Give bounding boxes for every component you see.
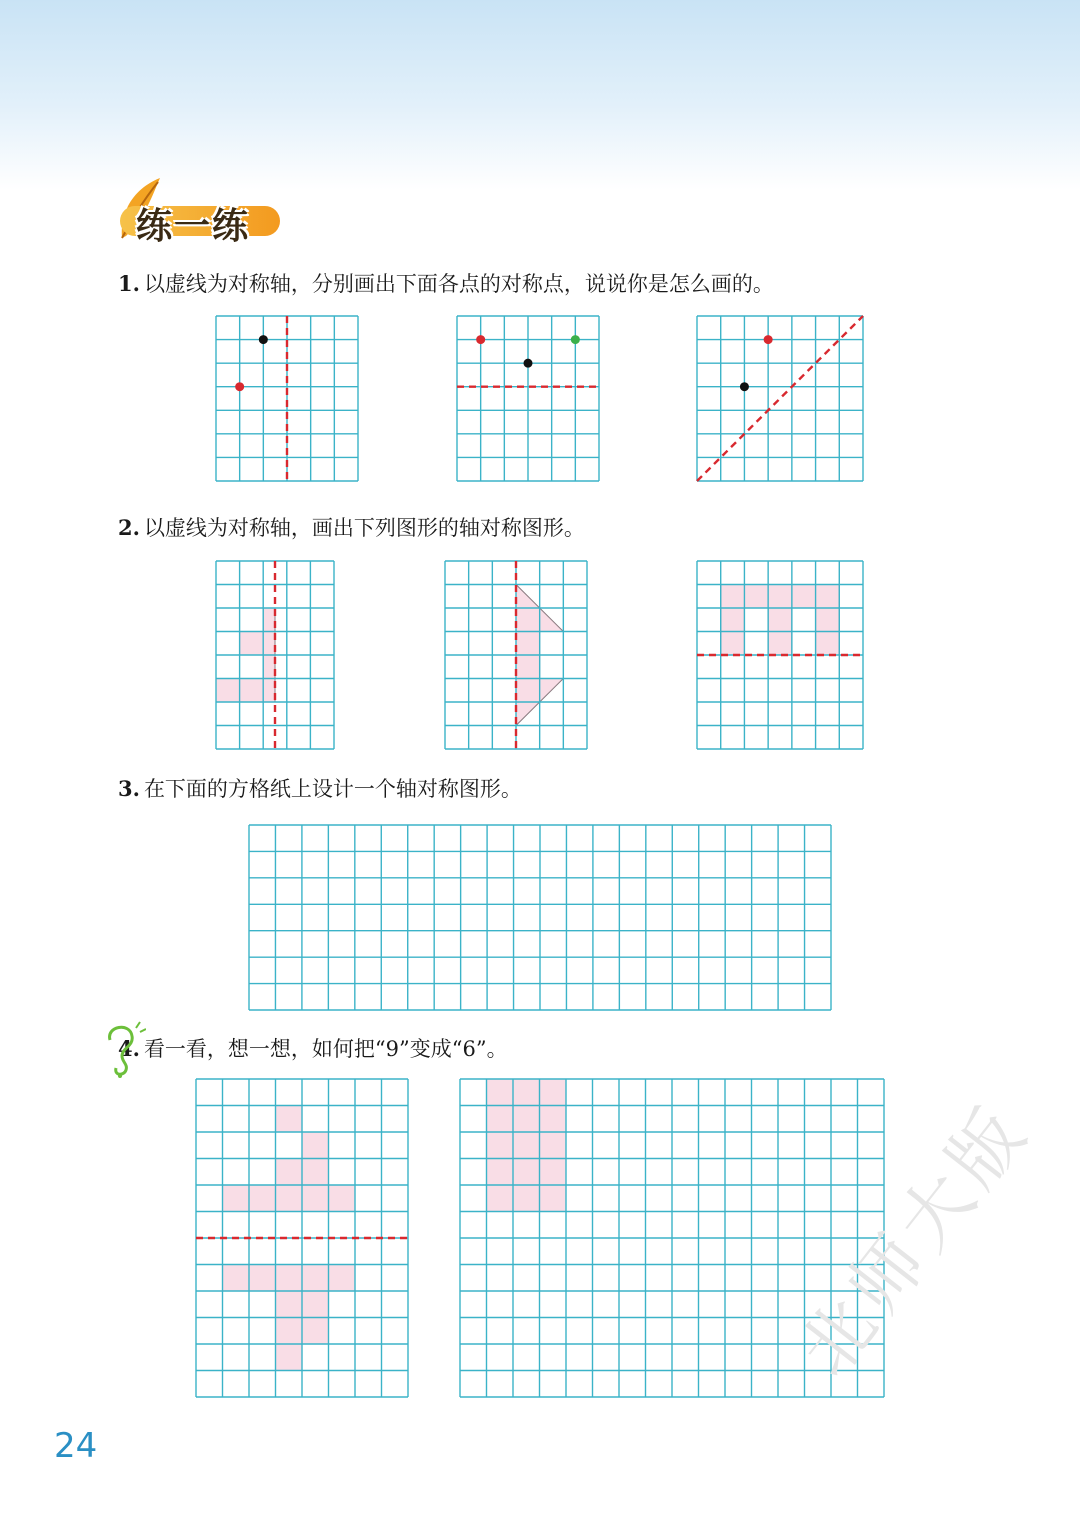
thinking-icon xyxy=(100,1018,146,1080)
question-text: 在下面的方格纸上设计一个轴对称图形。 xyxy=(143,777,522,801)
section-title: 练一练 xyxy=(136,206,251,247)
point-dot xyxy=(740,382,749,391)
point-dot xyxy=(259,335,268,344)
grid-q1c[interactable] xyxy=(697,316,863,481)
symmetry-axis xyxy=(697,316,863,481)
header-band xyxy=(0,0,1080,190)
shape xyxy=(487,1079,567,1212)
question-text: 以虚线为对称轴，分别画出下面各点的对称点，说说你是怎么画的。 xyxy=(143,272,774,296)
grid-q2a[interactable] xyxy=(216,561,334,749)
watermark-text: 北师大版 xyxy=(782,1087,1046,1392)
question-3 xyxy=(118,775,522,803)
question-number: 1. xyxy=(118,271,140,296)
grid-q2c[interactable] xyxy=(697,561,863,749)
watermark xyxy=(770,1087,1080,1510)
page-number: 24 xyxy=(54,1426,98,1466)
point-dot xyxy=(764,335,773,344)
question-text: 以虚线为对称轴，画出下列图形的轴对称图形。 xyxy=(143,516,585,540)
point-dot xyxy=(571,335,580,344)
point-dot xyxy=(235,382,244,391)
grid-q3[interactable] xyxy=(249,825,831,1010)
grid-q1b[interactable] xyxy=(457,316,599,481)
grid-q4a[interactable] xyxy=(196,1079,408,1397)
shape xyxy=(721,585,840,656)
grid-q2b[interactable] xyxy=(445,561,587,749)
question-number: 3. xyxy=(118,776,140,801)
grid-q1a[interactable] xyxy=(216,316,358,481)
question-number: 2. xyxy=(118,515,140,540)
question-text: 看一看，想一想，如何把“9”变成“6”。 xyxy=(143,1037,508,1061)
question-1 xyxy=(118,270,774,298)
question-4 xyxy=(118,1035,508,1063)
point-dot xyxy=(476,335,485,344)
question-number: 4. xyxy=(118,1036,140,1061)
point-dot xyxy=(524,359,533,368)
question-2 xyxy=(118,514,585,542)
section-banner xyxy=(112,176,282,246)
